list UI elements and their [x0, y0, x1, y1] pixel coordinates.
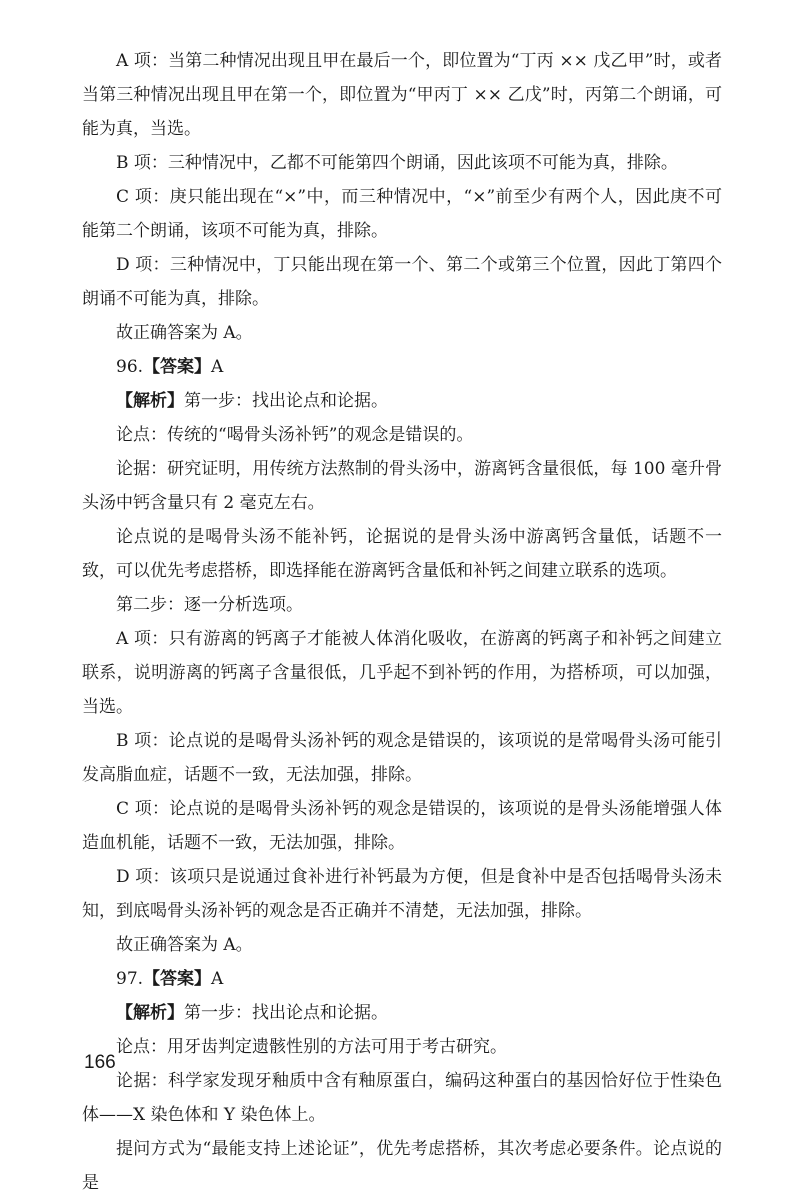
answer-label: 【答案】 — [143, 969, 212, 989]
paragraph: D 项：该项只是说通过食补进行补钙最为方便，但是食补中是否包括喝骨头汤未知，到底喝骨头汤补钙的观念是否正确并不清楚，无法加强，排除。 — [82, 867, 722, 921]
paragraph: D 项：三种情况中，丁只能出现在第一个、第二个或第三个位置，因此丁第四个朗诵不可能为真，排除。 — [82, 255, 722, 309]
analysis-line-97 — [82, 996, 722, 1030]
analysis-label: 【解析】 — [116, 391, 184, 411]
question-number: 96. — [116, 357, 144, 377]
analysis-label: 【解析】 — [116, 1003, 184, 1023]
paragraph: 第二步：逐一分析选项。 — [116, 595, 303, 615]
paragraph: 故正确答案为 A。 — [116, 323, 253, 343]
paragraph: 论点说的是喝骨头汤不能补钙，论据说的是骨头汤中游离钙含量低，话题不一致，可以优先考虑搭桥，即选择能在游离钙含量低和补钙之间建立联系的选项。 — [82, 527, 722, 581]
answer-line-96 — [82, 350, 722, 384]
paragraph: 论据：科学家发现牙釉质中含有釉原蛋白，编码这种蛋白的基因恰好位于性染色体——X 染色体和 Y 染色体上。 — [82, 1071, 722, 1125]
analysis-step: 第一步：找出论点和论据。 — [184, 391, 388, 411]
paragraph: C 项：庚只能出现在“×”中，而三种情况中，“×”前至少有两个人，因此庚不可能第二个朗诵，该项不可能为真，排除。 — [82, 187, 722, 241]
paragraph: A 项：当第二种情况出现且甲在最后一个，即位置为“丁丙 ×× 戊乙甲”时，或者当第三种情况出现且甲在第一个，即位置为“甲丙丁 ×× 乙戊”时，丙第二个朗诵，可能为真，当选。 — [82, 51, 722, 139]
answer-value: A — [211, 969, 224, 989]
answer-line-97 — [82, 962, 722, 996]
paragraph: 论据：研究证明，用传统方法熬制的骨头汤中，游离钙含量很低，每 100 毫升骨头汤中钙含量只有 2 毫克左右。 — [82, 459, 722, 513]
analysis-line-96 — [82, 384, 722, 418]
answer-value: A — [211, 357, 224, 377]
answer-label: 【答案】 — [143, 357, 212, 377]
paragraph: C 项：论点说的是喝骨头汤补钙的观念是错误的，该项说的是骨头汤能增强人体造血机能，话题不一致，无法加强，排除。 — [82, 799, 722, 853]
page-number: 166 — [84, 1052, 116, 1073]
paragraph: A 项：只有游离的钙离子才能被人体消化吸收，在游离的钙离子和补钙之间建立联系，说明游离的钙离子含量很低，几乎起不到补钙的作用，为搭桥项，可以加强，当选。 — [82, 629, 722, 717]
paragraph: 故正确答案为 A。 — [116, 935, 253, 955]
paragraph: 论点：传统的“喝骨头汤补钙”的观念是错误的。 — [116, 425, 474, 445]
question-number: 97. — [116, 969, 144, 989]
paragraph: B 项：论点说的是喝骨头汤补钙的观念是错误的，该项说的是常喝骨头汤可能引发高脂血症，话题不一致，无法加强，排除。 — [82, 731, 722, 785]
paragraph: B 项：三种情况中，乙都不可能第四个朗诵，因此该项不可能为真，排除。 — [116, 153, 678, 173]
paragraph: 论点：用牙齿判定遗骸性别的方法可用于考古研究。 — [116, 1037, 507, 1057]
document-page — [82, 44, 722, 1200]
paragraph: 提问方式为“最能支持上述论证”，优先考虑搭桥，其次考虑必要条件。论点说的是 — [82, 1139, 722, 1193]
analysis-step: 第一步：找出论点和论据。 — [184, 1003, 388, 1023]
